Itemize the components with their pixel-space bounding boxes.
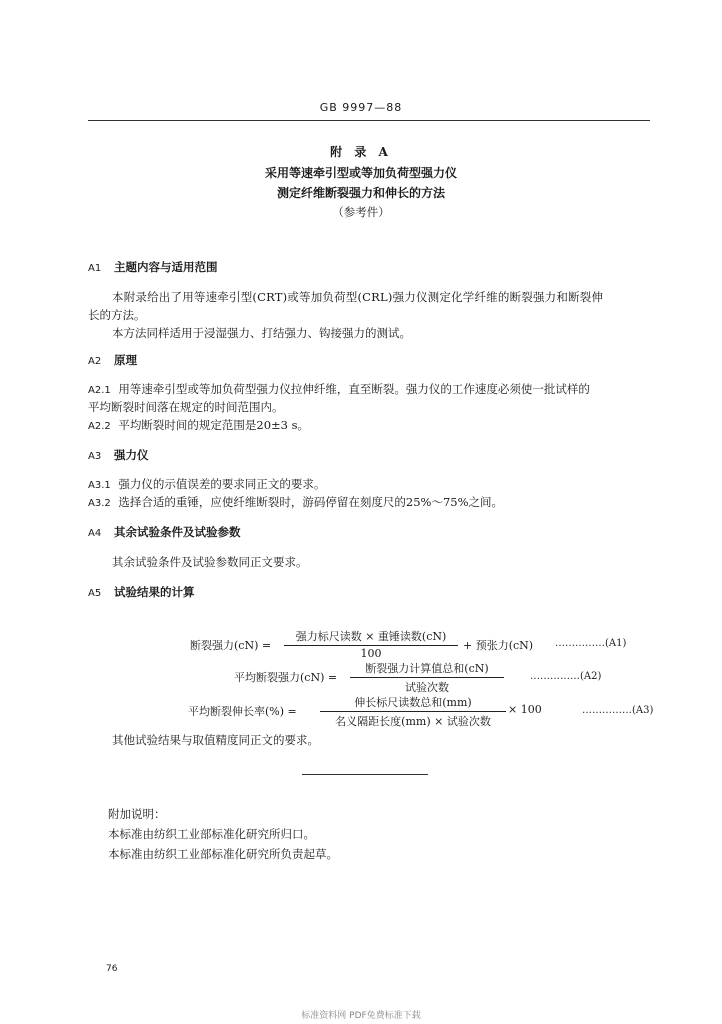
clause-text: 选择合适的重锤，应使纤维断裂时，游码停留在刻度尺的25%～75%之间。 [118, 495, 504, 509]
section-number: A1 [88, 263, 102, 274]
fraction-bar [320, 711, 506, 712]
section-a4-heading [88, 524, 241, 540]
section-title: 主题内容与适用范围 [114, 260, 218, 274]
additional-notes-line-2: 本标准由纺织工业部标准化研究所负责起草。 [108, 847, 338, 861]
clause-text: 强力仪的示值误差的要求同正文的要求。 [118, 477, 326, 491]
clause-number: A3.2 [88, 498, 111, 509]
formula-rhs: + 预张力(cN) [463, 639, 534, 652]
formula-lhs: 平均断裂伸长率(%) = [188, 705, 297, 718]
end-rule [302, 774, 428, 775]
header-rule [88, 120, 650, 121]
a2-clause-1 [88, 381, 590, 397]
section-title: 试验结果的计算 [114, 585, 195, 599]
formula-tag: ……………(A2) [530, 671, 602, 682]
formula-denominator: 名义隔距长度(mm) × 试验次数 [335, 715, 491, 728]
a3-clause-2 [88, 494, 503, 510]
a2-clause-2 [88, 417, 309, 433]
formula-tag: ……………(A1) [555, 638, 627, 649]
section-title: 其余试验条件及试验参数 [114, 525, 241, 539]
standard-code: GB 9997—88 [319, 101, 403, 114]
a1-paragraph-2: 本方法同样适用于浸湿强力、打结强力、钩接强力的测试。 [112, 326, 411, 340]
a2-clause-1-continued: 平均断裂时间落在规定的时间范围内。 [88, 400, 284, 414]
appendix-note: （参考件） [332, 205, 390, 219]
formula-numerator: 强力标尺读数 × 重锤读数(cN) [295, 630, 447, 643]
additional-notes-line-1: 本标准由纺织工业部标准化研究所归口。 [108, 827, 315, 841]
appendix-title-line2: 测定纤维断裂强力和伸长的方法 [276, 186, 445, 200]
fraction-bar [284, 645, 458, 646]
clause-number: A2.1 [88, 385, 111, 396]
formula-lhs: 断裂强力(cN) = [190, 639, 272, 652]
additional-notes-label: 附加说明： [108, 807, 166, 821]
section-number: A5 [88, 588, 102, 599]
formula-numerator: 断裂强力计算值总和(cN) [365, 662, 489, 675]
section-a1-heading [88, 259, 218, 275]
a1-paragraph-1a: 本附录给出了用等速牵引型(CRT)或等加负荷型(CRL)强力仪测定化学纤维的断裂强力和断裂伸 [112, 290, 604, 304]
section-a5-heading [88, 584, 195, 600]
section-title: 原理 [114, 353, 137, 367]
appendix-label: 附 录 A [330, 145, 392, 159]
formula-denominator: 100 [360, 647, 382, 660]
section-title: 强力仪 [114, 448, 149, 462]
formula-rhs: × 100 [508, 703, 542, 716]
clause-number: A3.1 [88, 480, 111, 491]
clause-text: 平均断裂时间的规定范围是20±3 s。 [118, 418, 310, 432]
formula-denominator: 试验次数 [405, 681, 449, 694]
appendix-title-line1: 采用等速牵引型或等加负荷型强力仪 [264, 166, 457, 180]
page-number: 76 [106, 964, 118, 974]
formula-tag: ……………(A3) [582, 705, 654, 716]
formula-lhs: 平均断裂强力(cN) = [234, 671, 338, 684]
a1-paragraph-1b: 长的方法。 [88, 308, 146, 322]
clause-number: A2.2 [88, 421, 111, 432]
section-number: A4 [88, 528, 102, 539]
a4-paragraph-1: 其余试验条件及试验参数同正文要求。 [112, 555, 308, 569]
a3-clause-1 [88, 476, 325, 492]
section-number: A3 [88, 451, 102, 462]
footer-watermark: 标准资料网 PDF免费标准下载 [301, 1011, 421, 1021]
section-number: A2 [88, 356, 102, 367]
section-a3-heading [88, 447, 149, 463]
section-a2-heading [88, 352, 137, 368]
a5-paragraph-1: 其他试验结果与取值精度同正文的要求。 [112, 733, 319, 747]
fraction-bar [350, 677, 504, 678]
formula-numerator: 伸长标尺读数总和(mm) [354, 696, 472, 709]
clause-text: 用等速牵引型或等加负荷型强力仪拉伸纤维，直至断裂。强力仪的工作速度必须使一批试样的 [118, 382, 590, 396]
